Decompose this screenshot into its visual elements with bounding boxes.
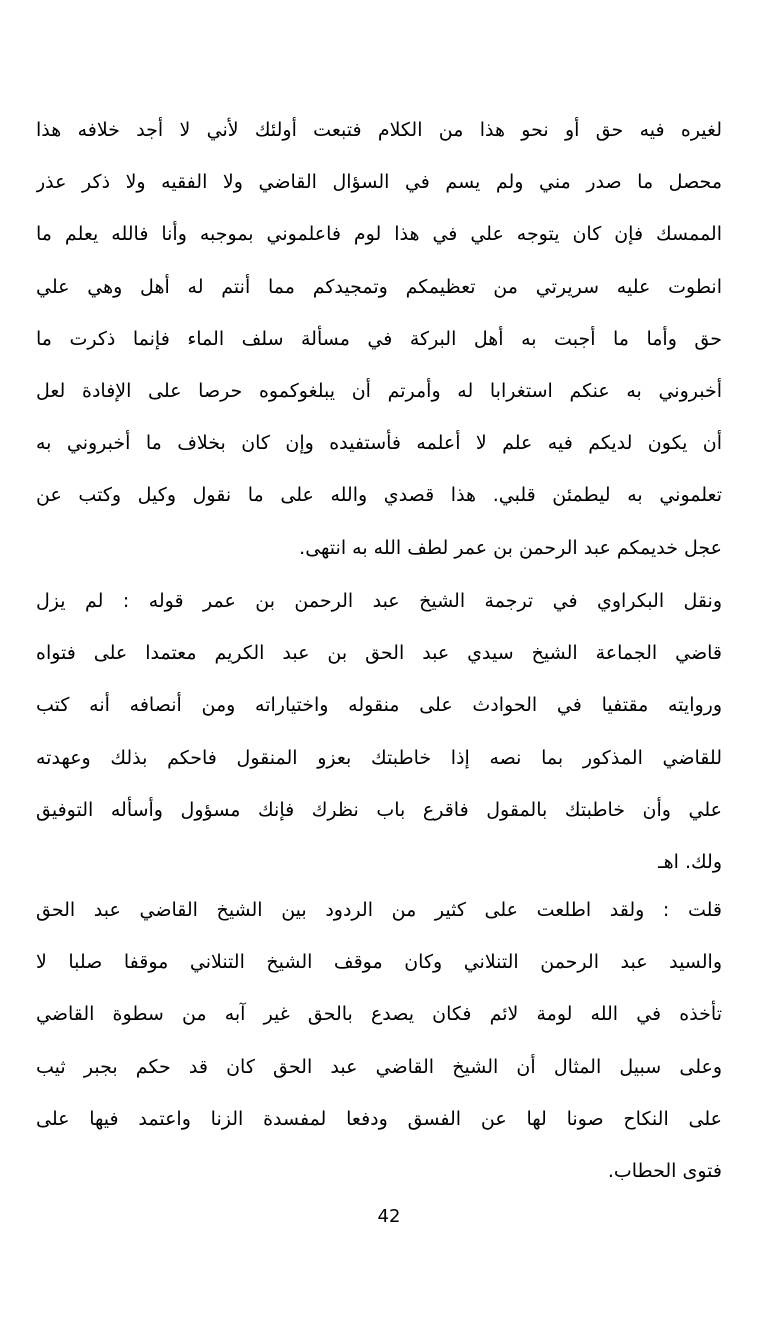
text-line: حق وأما ما أجبت به أهل البركة في مسألة سلف الماء فإنما ذكرت ما <box>36 327 722 350</box>
paragraph-author-note <box>36 884 722 1197</box>
paragraph-letter-excerpt <box>36 104 722 574</box>
text-line: عجل خديمكم عبد الرحمن بن عمر لطف الله به انتهى. <box>299 536 722 559</box>
text-line: وروايته مقتفيا في الحوادث على منقوله واختياراته ومن أنصافه أنه كتب <box>36 694 722 717</box>
page-number: 42 <box>377 1206 401 1227</box>
text-line: على النكاح صونا لها عن الفسق ودفعا لمفسدة الزنا واعتمد فيها على <box>36 1107 722 1130</box>
text-line: قلت : ولقد اطلعت على كثير من الردود بين الشيخ القاضي عبد الحق <box>36 899 722 921</box>
text-line: للقاضي المذكور بما نصه إذا خاطبتك بعزو المنقول فاحكم بذلك وعهدته <box>36 746 722 769</box>
text-line: لغيره فيه حق أو نحو هذا من الكلام فتبعت أولئك لأني لا أجد خلافه هذا <box>36 119 722 141</box>
text-line: انطوت عليه سريرتي من تعظيمكم وتمجيدكم مما أنتم له أهل وهي علي <box>36 275 722 298</box>
text-line: ولك. اهـ <box>658 850 722 873</box>
text-line: تعلموني به ليطمئن قلبي. هذا قصدي والله على ما نقول وكيل وكتب عن <box>36 484 722 507</box>
paragraph-bakrawi-quote <box>36 575 722 888</box>
text-line: ونقل البكراوي في ترجمة الشيخ عبد الرحمن بن عمر قوله : لم يزل <box>36 590 722 612</box>
text-line: تأخذه في الله لومة لائم فكان يصدع بالحق غير آبه من سطوة القاضي <box>36 1003 722 1026</box>
text-line: أخبروني به عنكم استغرابا له وأمرتم أن يبلغوكموه حرصا على الإفادة لعل <box>36 379 722 402</box>
text-line: الممسك فإن كان يتوجه علي في هذا لوم فاعلموني بموجبه وأنا فالله يعلم ما <box>36 223 722 246</box>
text-line: أن يكون لديكم فيه علم لا أعلمه فأستفيده وإن كان بخلاف ما أخبروني به <box>36 432 722 455</box>
text-line: فتوى الحطاب. <box>607 1159 722 1182</box>
text-line: وعلى سبيل المثال أن الشيخ القاضي عبد الحق كان قد حكم بجبر ثيب <box>36 1055 722 1078</box>
text-line: محصل ما صدر مني ولم يسم في السؤال القاضي ولا الفقيه ولا ذكر عذر <box>36 171 722 194</box>
text-line: والسيد عبد الرحمن التنلاني وكان موقف الشيخ التنلاني موقفا صلبا لا <box>36 951 722 974</box>
text-line: علي وأن خاطبتك بالمقول فاقرع باب نظرك فإنك مسؤول وأسأله التوفيق <box>36 798 722 821</box>
text-line: قاضي الجماعة الشيخ سيدي عبد الحق بن عبد الكريم معتمدا على فتواه <box>36 642 722 665</box>
